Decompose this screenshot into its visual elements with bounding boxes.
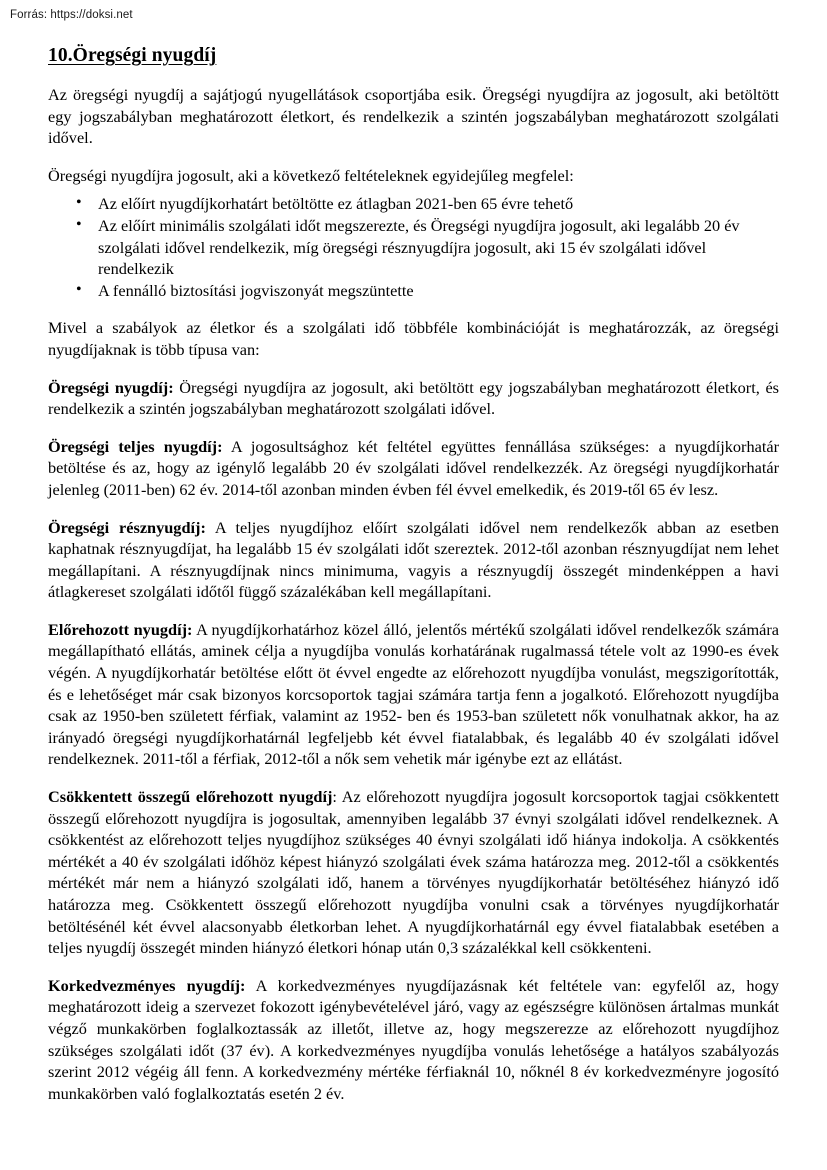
section-oregsegi-nyugdij	[48, 377, 779, 420]
section-oregsegi-teljes-nyugdij	[48, 436, 779, 501]
section-oregsegi-resznyugdij	[48, 517, 779, 603]
list-item: • Az előírt nyugdíjkorhatárt betöltötte ez átlagban 2021-ben 65 évre tehető	[98, 193, 779, 215]
conditions-intro-paragraph: Öregségi nyugdíjra jogosult, aki a következő feltételeknek egyidejűleg megfelel:	[48, 165, 574, 185]
conditions-list	[48, 193, 779, 301]
section-lead-label: Előrehozott nyugdíj:	[48, 619, 193, 639]
document-body	[48, 44, 779, 1120]
page-title: 10.Öregségi nyugdíj	[48, 45, 217, 66]
page-title-wrap	[48, 44, 779, 84]
section-body-text: A nyugdíjkorhatárhoz közel álló, jelentős mértékű szolgálati idővel rendelkezők számára megállapítható ellátás, aminek célja a nyugdíjba vonulás korhatárának rugalmassá tétele volt az 1990-es évek végén. A nyugdíjkorhatár betöltése előtt öt évvel engedte az előrehozott nyugdíjba vonulást, megszigorították, és e lehetőséget már csak bizonyos korcsoportok tagjai számára tartja fenn a jogalkotó. Előrehozott nyugdíjba csak az 1950-ben született férfiak, valamint az 1952- ben és 1953-ban született nők vonulhatnak akkor, ha az irányadó öregségi nyugdíjkorhatárnál legfeljebb két évvel fiatalabbak, és legalább 40 év szolgálati idővel rendelkeznek. 2011-től a férfiak, 2012-től a nők sem vehetik már igénybe ezt az ellátást.	[48, 619, 779, 769]
section-elorehozott-nyugdij	[48, 619, 779, 770]
section-body-text: Öregségi nyugdíjra az jogosult, aki betöltött egy jogszabályban meghatározott életkort, és rendelkezik a szintén jogszabályban meghatározott szolgálati idővel.	[48, 377, 780, 419]
section-korkedvezmenyes-nyugdij	[48, 975, 779, 1105]
section-csokkentett-osszegu-elorehozott-nyugdij	[48, 786, 779, 959]
section-lead-label: Csökkentett összegű előrehozott nyugdíj	[48, 787, 333, 807]
types-intro-paragraph: Mivel a szabályok az életkor és a szolgálati idő többféle kombinációját is meghatározzák, az öregségi nyugdíjaknak is több típusa van:	[48, 318, 779, 359]
section-body-text: A teljes nyugdíjhoz előírt szolgálati idővel nem rendelkezők abban az esetben kaphatnak résznyugdíjat, ha legalább 15 év szolgálati időt szereztek. 2012-től azonban résznyugdíjat nem lehet megállapítani. A résznyugdíjnak nincs minimuma, vagyis a résznyugdíj összegét mindenképpen a havi átlagkereset szolgálati időtől függő százalékában kell megállapítani.	[48, 517, 779, 602]
list-item: • A fennálló biztosítási jogviszonyát megszüntette	[98, 280, 779, 302]
section-lead-label: Korkedvezményes nyugdíj:	[48, 975, 246, 995]
section-lead-label: Öregségi nyugdíj:	[48, 377, 174, 397]
section-lead-label: Öregségi résznyugdíj:	[48, 517, 206, 537]
intro-paragraph: Az öregségi nyugdíj a sajátjogú nyugellátások csoportjába esik. Öregségi nyugdíjra az jogosult, aki betöltött egy jogszabályban meghatározott életkort, és rendelkezik a szintén jogszabályban meghatározott szolgálati idővel.	[48, 85, 779, 148]
section-body-text: A korkedvezményes nyugdíjazásnak két feltétele van: egyfelől az, hogy meghatározott ideig a szervezet fokozott igénybevételével járó, vagy az egészségre különösen ártalmas munkát végző munkakörben foglalkoztassák az illetőt, illetve az, hogy megszerezze az előrehozott nyugdíjhoz szükséges szolgálati időt (37 év). A korkedvezményes nyugdíjba vonulás lehetősége a hatályos szabályozás szerint 2012 végéig áll fenn. A korkedvezmény mértéke férfiaknál 10, nőknél 8 év korkedvezményre jogosító munkakörben való foglalkoztatás esetén 2 év.	[48, 975, 779, 1103]
list-item: • Az előírt minimális szolgálati időt megszerezte, és Öregségi nyugdíjra jogosult, aki legalább 20 év szolgálati idővel rendelkezik, míg öregségi résznyugdíjra jogosult, aki 15 év szolgálati idővel rendelkezik	[98, 215, 779, 280]
section-lead-label: Öregségi teljes nyugdíj:	[48, 436, 223, 456]
source-watermark: Forrás: https://doksi.net	[10, 9, 133, 21]
section-body-text: A jogosultsághoz két feltétel együttes fennállása szükséges: a nyugdíjkorhatár betöltése és az, hogy az igénylő legalább 20 év szolgálati idővel rendelkezzék. Az öregségi nyugdíjkorhatár jelenleg (2011-ben) 62 év. 2014-től azonban minden évben fél évvel emelkedik, és 2019-től 65 év lesz.	[48, 436, 779, 499]
section-body-text: : Az előrehozott nyugdíjra jogosult korcsoportok tagjai csökkentett összegű előrehozott nyugdíjra is jogosultak, amennyiben legalább 37 évnyi szolgálati idővel rendelkeznek. A csökkentést az előrehozott teljes nyugdíjhoz szükséges 40 évnyi szolgálati idő hiánya indokolja. A csökkentés mértékét a 40 év szolgálati időhöz képest hiányzó szolgálati évek száma határozza meg. 2012-től a csökkentés mértékét már nem a hiányzó szolgálati idő, hanem a törvényes nyugdíjkorhatár betöltéséhez hiányzó idő határozza meg. Csökkentett összegű előrehozott nyugdíjba vonulni csak a törvényes nyugdíjkorhatár betöltésénél két évvel alacsonyabb életkorban lehet. A nyugdíjkorhatárnál egy évvel fiatalabbak esetében a teljes nyugdíj összegét minden hiányzó életkori hónap után 0,3 százalékkal kell csökkenteni.	[48, 787, 779, 958]
